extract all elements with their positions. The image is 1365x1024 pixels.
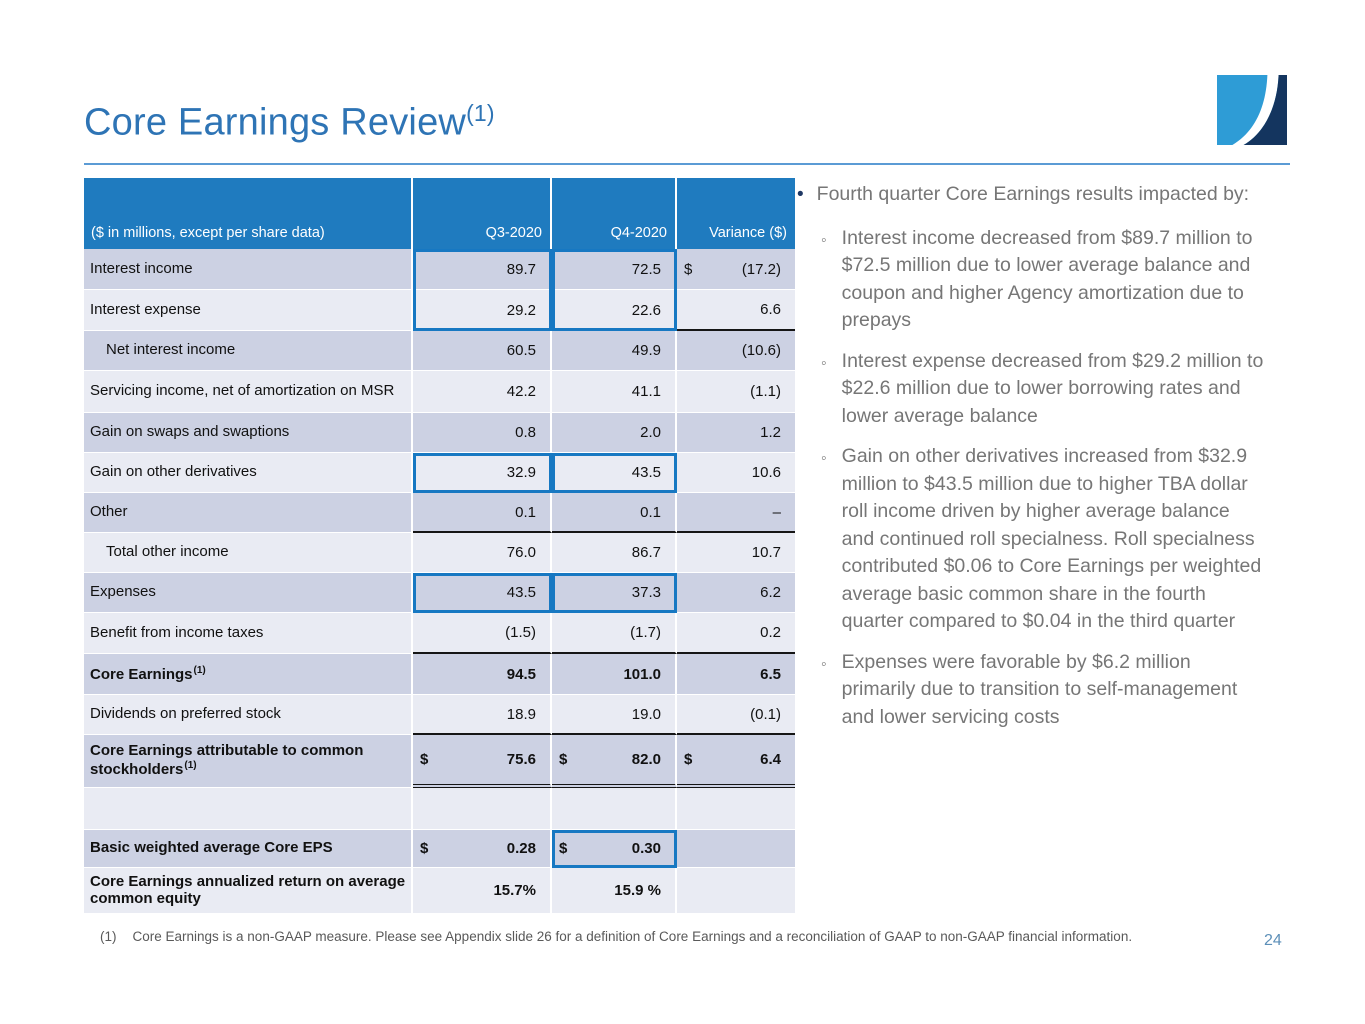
variance-cell: 10.6 bbox=[677, 453, 795, 493]
table-row bbox=[84, 413, 795, 453]
row-label: Core Earnings attributable to common stockholders$^{(1)}$ bbox=[84, 735, 413, 788]
row-label: Benefit from income taxes bbox=[84, 613, 413, 654]
q3-cell: 18.9 bbox=[413, 695, 552, 735]
sub-bullet-icon: ◦ bbox=[821, 354, 827, 372]
commentary-panel bbox=[797, 181, 1267, 744]
row-label: Other bbox=[84, 493, 413, 533]
page-number: 24 bbox=[1264, 932, 1282, 949]
q4-cell: 43.5 bbox=[552, 453, 677, 493]
q3-cell: $ 0.28 bbox=[413, 830, 552, 868]
variance-cell bbox=[677, 868, 795, 914]
table-row bbox=[84, 654, 795, 695]
q4-cell: $ 82.0 bbox=[552, 735, 677, 788]
variance-cell: 10.7 bbox=[677, 533, 795, 573]
q3-cell: 76.0 bbox=[413, 533, 552, 573]
table-row bbox=[84, 868, 795, 914]
bullet-icon: • bbox=[797, 184, 804, 205]
q4-cell: 41.1 bbox=[552, 371, 677, 413]
row-label: Dividends on preferred stock bbox=[84, 695, 413, 735]
sub-bullet-icon: ◦ bbox=[821, 450, 827, 467]
row-label: Total other income bbox=[84, 533, 413, 573]
sub-bullet-item bbox=[821, 225, 1267, 335]
table-row bbox=[84, 493, 795, 533]
row-label: Servicing income, net of amortization on MSR bbox=[84, 371, 413, 413]
variance-cell bbox=[677, 788, 795, 830]
q4-cell: 19.0 bbox=[552, 695, 677, 735]
q3-cell bbox=[413, 788, 552, 830]
q4-cell: 101.0 bbox=[552, 654, 677, 695]
row-label: Core Earnings annualized return on average common equity bbox=[84, 868, 413, 914]
header-q3-2020: Q3-2020 bbox=[413, 178, 552, 249]
table-row bbox=[84, 290, 795, 331]
table-row bbox=[84, 830, 795, 868]
table-row bbox=[84, 249, 795, 290]
page-title: Core Earnings Review$^{(1)}$ bbox=[84, 100, 495, 144]
q3-cell: 60.5 bbox=[413, 331, 552, 371]
q4-cell bbox=[552, 788, 677, 830]
title-divider bbox=[84, 163, 1290, 165]
variance-cell: 6.5 bbox=[677, 654, 795, 695]
sub-bullet-text: Gain on other derivatives increased from $32.9 million to $43.5 million due to higher TBA dollar roll income driven by higher average balance and continued roll specialness. Roll specialness contributed $0.06 to Core Earnings per weighted average basic common share in the fourth quarter compared to $0.04 in the third quarter bbox=[841, 445, 1262, 632]
table-row bbox=[84, 788, 795, 830]
table-row bbox=[84, 613, 795, 654]
row-label bbox=[84, 788, 413, 830]
q3-cell: 43.5 bbox=[413, 573, 552, 613]
sub-bullet-item bbox=[821, 649, 1267, 732]
q4-cell: 72.5 bbox=[552, 249, 677, 290]
header-variance: Variance ($) bbox=[709, 225, 787, 241]
sub-bullet-item bbox=[821, 348, 1267, 431]
q3-cell: 29.2 bbox=[413, 290, 552, 331]
row-label: Net interest income bbox=[84, 331, 413, 371]
q3-cell: 42.2 bbox=[413, 371, 552, 413]
sub-bullet-text: Interest expense decreased from $29.2 million to $22.6 million due to lower borrowing rates and lower average balance bbox=[841, 349, 1264, 427]
q3-cell: 0.8 bbox=[413, 413, 552, 453]
q4-cell: 37.3 bbox=[552, 573, 677, 613]
sub-bullet-text: Interest income decreased from $89.7 million to $72.5 million due to lower average balance and coupon and higher Agency amortization due to prepays bbox=[841, 226, 1253, 331]
variance-cell: (1.1) bbox=[677, 371, 795, 413]
table-row bbox=[84, 453, 795, 493]
table-row bbox=[84, 573, 795, 613]
q3-cell: 89.7 bbox=[413, 249, 552, 290]
row-label: Gain on swaps and swaptions bbox=[84, 413, 413, 453]
sub-bullet-item bbox=[821, 443, 1267, 636]
q4-cell: 2.0 bbox=[552, 413, 677, 453]
header-q4-2020: Q4-2020 bbox=[552, 178, 677, 249]
sub-bullet-icon: ◦ bbox=[821, 231, 827, 249]
variance-cell bbox=[677, 830, 795, 868]
q4-cell: 0.1 bbox=[552, 493, 677, 533]
row-label: Expenses bbox=[84, 573, 413, 613]
table-header-row bbox=[84, 178, 795, 249]
q4-cell: (1.7) bbox=[552, 613, 677, 654]
q4-cell: 86.7 bbox=[552, 533, 677, 573]
variance-cell: 1.2 bbox=[677, 413, 795, 453]
q4-cell: 22.6 bbox=[552, 290, 677, 331]
header-units: ($ in millions, except per share data) bbox=[84, 178, 413, 249]
q3-cell: 15.7% bbox=[413, 868, 552, 914]
variance-cell: (0.1) bbox=[677, 695, 795, 735]
row-label: Gain on other derivatives bbox=[84, 453, 413, 493]
footnote-text: Core Earnings is a non-GAAP measure. Please see Appendix slide 26 for a definition of Core Earnings and a reconciliation of GAAP to non-GAAP financial information. bbox=[132, 929, 1133, 944]
core-earnings-table bbox=[84, 178, 795, 914]
q3-cell: 94.5 bbox=[413, 654, 552, 695]
variance-cell: 6.6 bbox=[677, 290, 795, 331]
variance-cell: 6.2 bbox=[677, 573, 795, 613]
row-label: Basic weighted average Core EPS bbox=[84, 830, 413, 868]
table-row bbox=[84, 533, 795, 573]
variance-cell: (10.6) bbox=[677, 331, 795, 371]
sub-bullet-icon: ◦ bbox=[821, 655, 827, 673]
table-row bbox=[84, 331, 795, 371]
q3-cell: (1.5) bbox=[413, 613, 552, 654]
table-row bbox=[84, 695, 795, 735]
sub-bullet-text: Expenses were favorable by $6.2 million primarily due to transition to self-management and lower servicing costs bbox=[841, 650, 1238, 728]
q4-cell: 49.9 bbox=[552, 331, 677, 371]
variance-cell: $ (17.2) bbox=[677, 249, 795, 290]
row-label: Interest expense bbox=[84, 290, 413, 331]
q3-cell: $ 75.6 bbox=[413, 735, 552, 788]
q3-cell: 32.9 bbox=[413, 453, 552, 493]
variance-cell: 0.2 bbox=[677, 613, 795, 654]
row-label: Interest income bbox=[84, 249, 413, 290]
bullet-text: Fourth quarter Core Earnings results impacted by: bbox=[816, 183, 1250, 205]
q4-cell: $ 0.30 bbox=[552, 830, 677, 868]
bullet-item bbox=[797, 181, 1267, 209]
table-row bbox=[84, 735, 795, 788]
table-row bbox=[84, 371, 795, 413]
variance-cell: – bbox=[677, 493, 795, 533]
footnote-marker: (1) bbox=[100, 929, 117, 944]
q3-cell: 0.1 bbox=[413, 493, 552, 533]
footnote bbox=[100, 929, 1210, 944]
variance-cell: $ 6.4 bbox=[677, 735, 795, 788]
company-logo-icon bbox=[1217, 74, 1287, 146]
row-label: Core Earnings$^{(1)}$ bbox=[84, 654, 413, 695]
title-footnote-ref: (1) bbox=[466, 100, 495, 126]
q4-cell: 15.9 % bbox=[552, 868, 677, 914]
